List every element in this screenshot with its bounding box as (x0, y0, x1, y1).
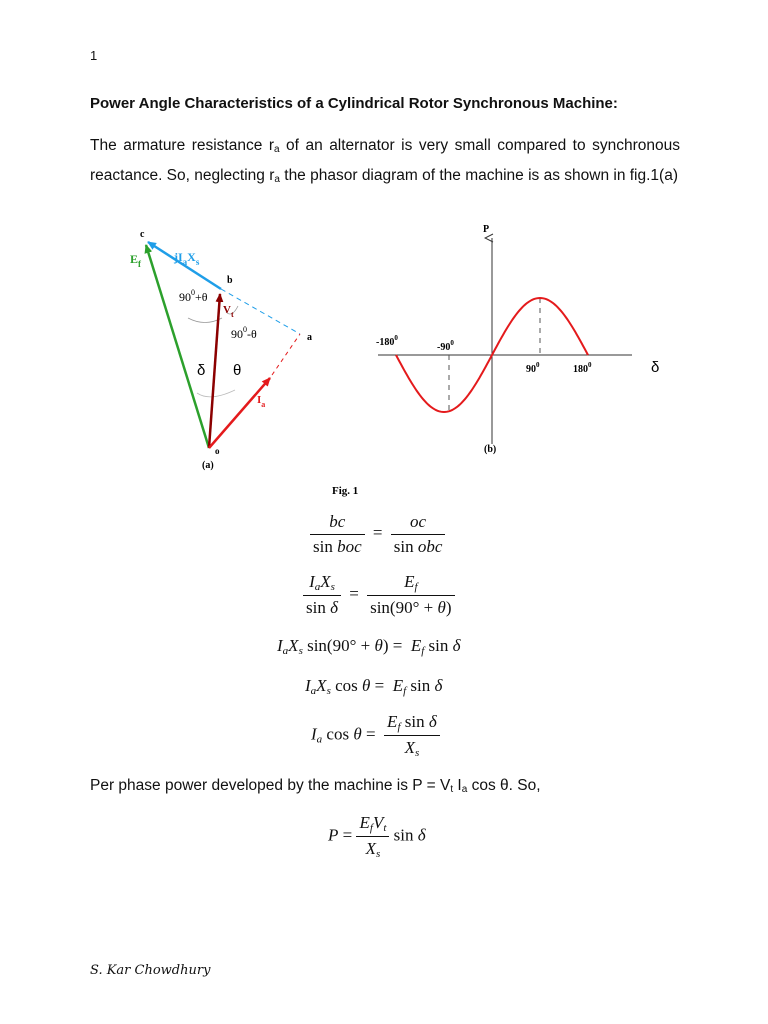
label-a: a (307, 332, 312, 343)
label-ef: $E_f$ (130, 252, 142, 269)
phasor-diagram (130, 229, 312, 471)
vt-phasor (209, 294, 220, 448)
angle-mid-label: $90^0-\theta$ (231, 325, 257, 341)
equation-2: $\frac{I_aX_s}{\text{sin δ}}$ = $\frac{E_f}{\sin(90^\circ + \theta)}$ (303, 572, 455, 618)
label-b: b (227, 275, 233, 286)
equation-5: $I_a$ cos θ = $\frac{E_f \sin \delta}{X_s}$ (311, 712, 440, 759)
caption-a: (a) (202, 460, 214, 471)
caption-b: (b) (484, 444, 497, 455)
angle-top-label: $90^0+\theta$ (179, 288, 208, 304)
theta-label: θ (233, 362, 242, 379)
label-c: c (140, 229, 145, 240)
figure-1 (0, 0, 768, 510)
label-jIaXs: $jI_aX_s$ (174, 250, 200, 267)
page-number: 1 (90, 48, 98, 63)
ia-extension-dashed (272, 334, 300, 375)
per-phase-text: Per phase power developed by the machine is $P = V_t$ $I_a$ cos θ. So, (90, 777, 541, 795)
power-angle-curve (376, 224, 659, 455)
equation-3: $I_aX_s$ $\sin(90^\circ + \theta) = E_f$ sin δ (277, 636, 461, 657)
equation-4: $I_aX_s$ $\cos \theta = E_f$ sin δ (305, 676, 443, 697)
equation-power: P = $\frac{E_fV_t}{X_s}$ sin δ (328, 813, 426, 860)
angle-arc-low (197, 390, 235, 397)
page-title: Power Angle Characteristics of a Cylindrical Rotor Synchronous Machine: (90, 95, 618, 112)
equation-1: $\frac{bc}{\text{sin boc}}$ = $\frac{oc}{\text{sin obc}}$ (310, 512, 445, 557)
label-o: o (215, 446, 220, 456)
axis-delta-label: δ (651, 359, 660, 376)
tick-90: $90^0$ (526, 361, 540, 375)
delta-label: δ (197, 362, 206, 379)
label-vt: $V_t$ (223, 304, 234, 319)
author-signature: S. Kar Chowdhury (90, 963, 211, 978)
tick-180: $180^0$ (573, 361, 592, 375)
ia-phasor (209, 378, 270, 448)
tick-minus-180: $-180^0$ (376, 334, 398, 348)
label-ia: $I_a$ (257, 394, 266, 409)
figure-label: Fig. 1 (332, 485, 359, 497)
axis-p-label: P (483, 224, 490, 235)
intro-paragraph: The armature resistance $r_a$ of an alternator is very small compared to synchronous reactance. So, neglecting $r_a$ the phasor diagram of the machine is as shown in fig.1(a) (90, 137, 680, 185)
tick-minus-90: $-90^0$ (437, 339, 454, 353)
